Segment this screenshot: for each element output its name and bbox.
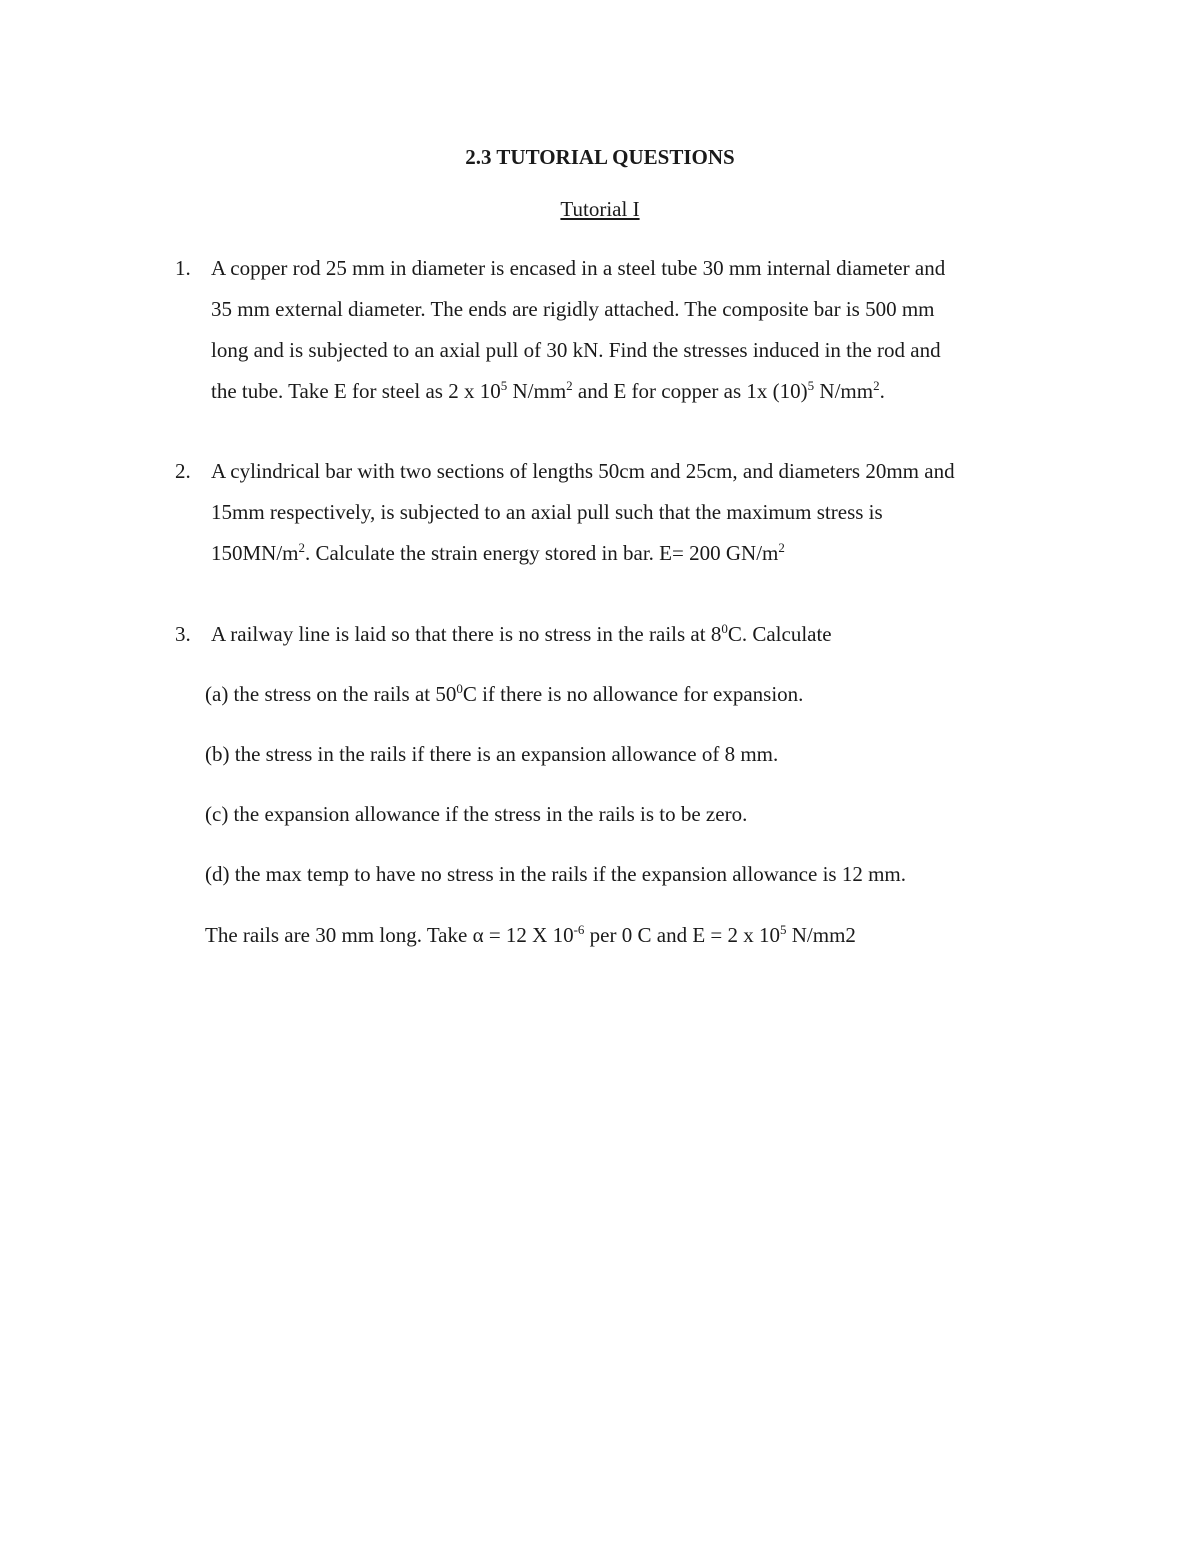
- question-number: 2.: [175, 459, 191, 483]
- question-line: the tube. Take E for steel as 2 x $10^5$ $N/mm^2$ and E for copper as 1x $(10)^5$ $N/mm^2$.: [211, 378, 885, 403]
- question-part-c: (c) the expansion allowance if the stress in the rails is to be zero.: [205, 802, 748, 826]
- question-line: A copper rod 25 mm in diameter is encased in a steel tube 30 mm internal diameter and: [211, 256, 946, 280]
- question-note: The rails are 30 mm long. Take α = 12 X $10^{-6}$ per 0 C and E = 2 x $10^5$ N/mm2: [205, 922, 856, 947]
- question-line: 35 mm external diameter. The ends are rigidly attached. The composite bar is 500 mm: [211, 297, 935, 321]
- question-line: 15mm respectively, is subjected to an axial pull such that the maximum stress is: [211, 500, 883, 524]
- question-part-d: (d) the max temp to have no stress in the rails if the expansion allowance is 12 mm.: [205, 862, 906, 886]
- question-number: 1.: [175, 256, 191, 280]
- question-part-a: (a) the stress on the rails at $50^0C$ if there is no allowance for expansion.: [205, 681, 804, 706]
- question-line: A railway line is laid so that there is no stress in the rails at $8^0C$. Calculate: [211, 621, 832, 646]
- question-part-b: (b) the stress in the rails if there is an expansion allowance of 8 mm.: [205, 742, 779, 766]
- question-line: $150MN/m^2$. Calculate the strain energy stored in bar. E= 200 $GN/m^2$: [211, 540, 785, 565]
- tutorial-subtitle: Tutorial I: [560, 197, 640, 221]
- question-line: long and is subjected to an axial pull of 30 kN. Find the stresses induced in the rod and: [211, 338, 941, 362]
- question-number: 3.: [175, 622, 191, 646]
- page-title: 2.3 TUTORIAL QUESTIONS: [465, 145, 735, 169]
- question-line: A cylindrical bar with two sections of lengths 50cm and 25cm, and diameters 20mm and: [211, 459, 955, 483]
